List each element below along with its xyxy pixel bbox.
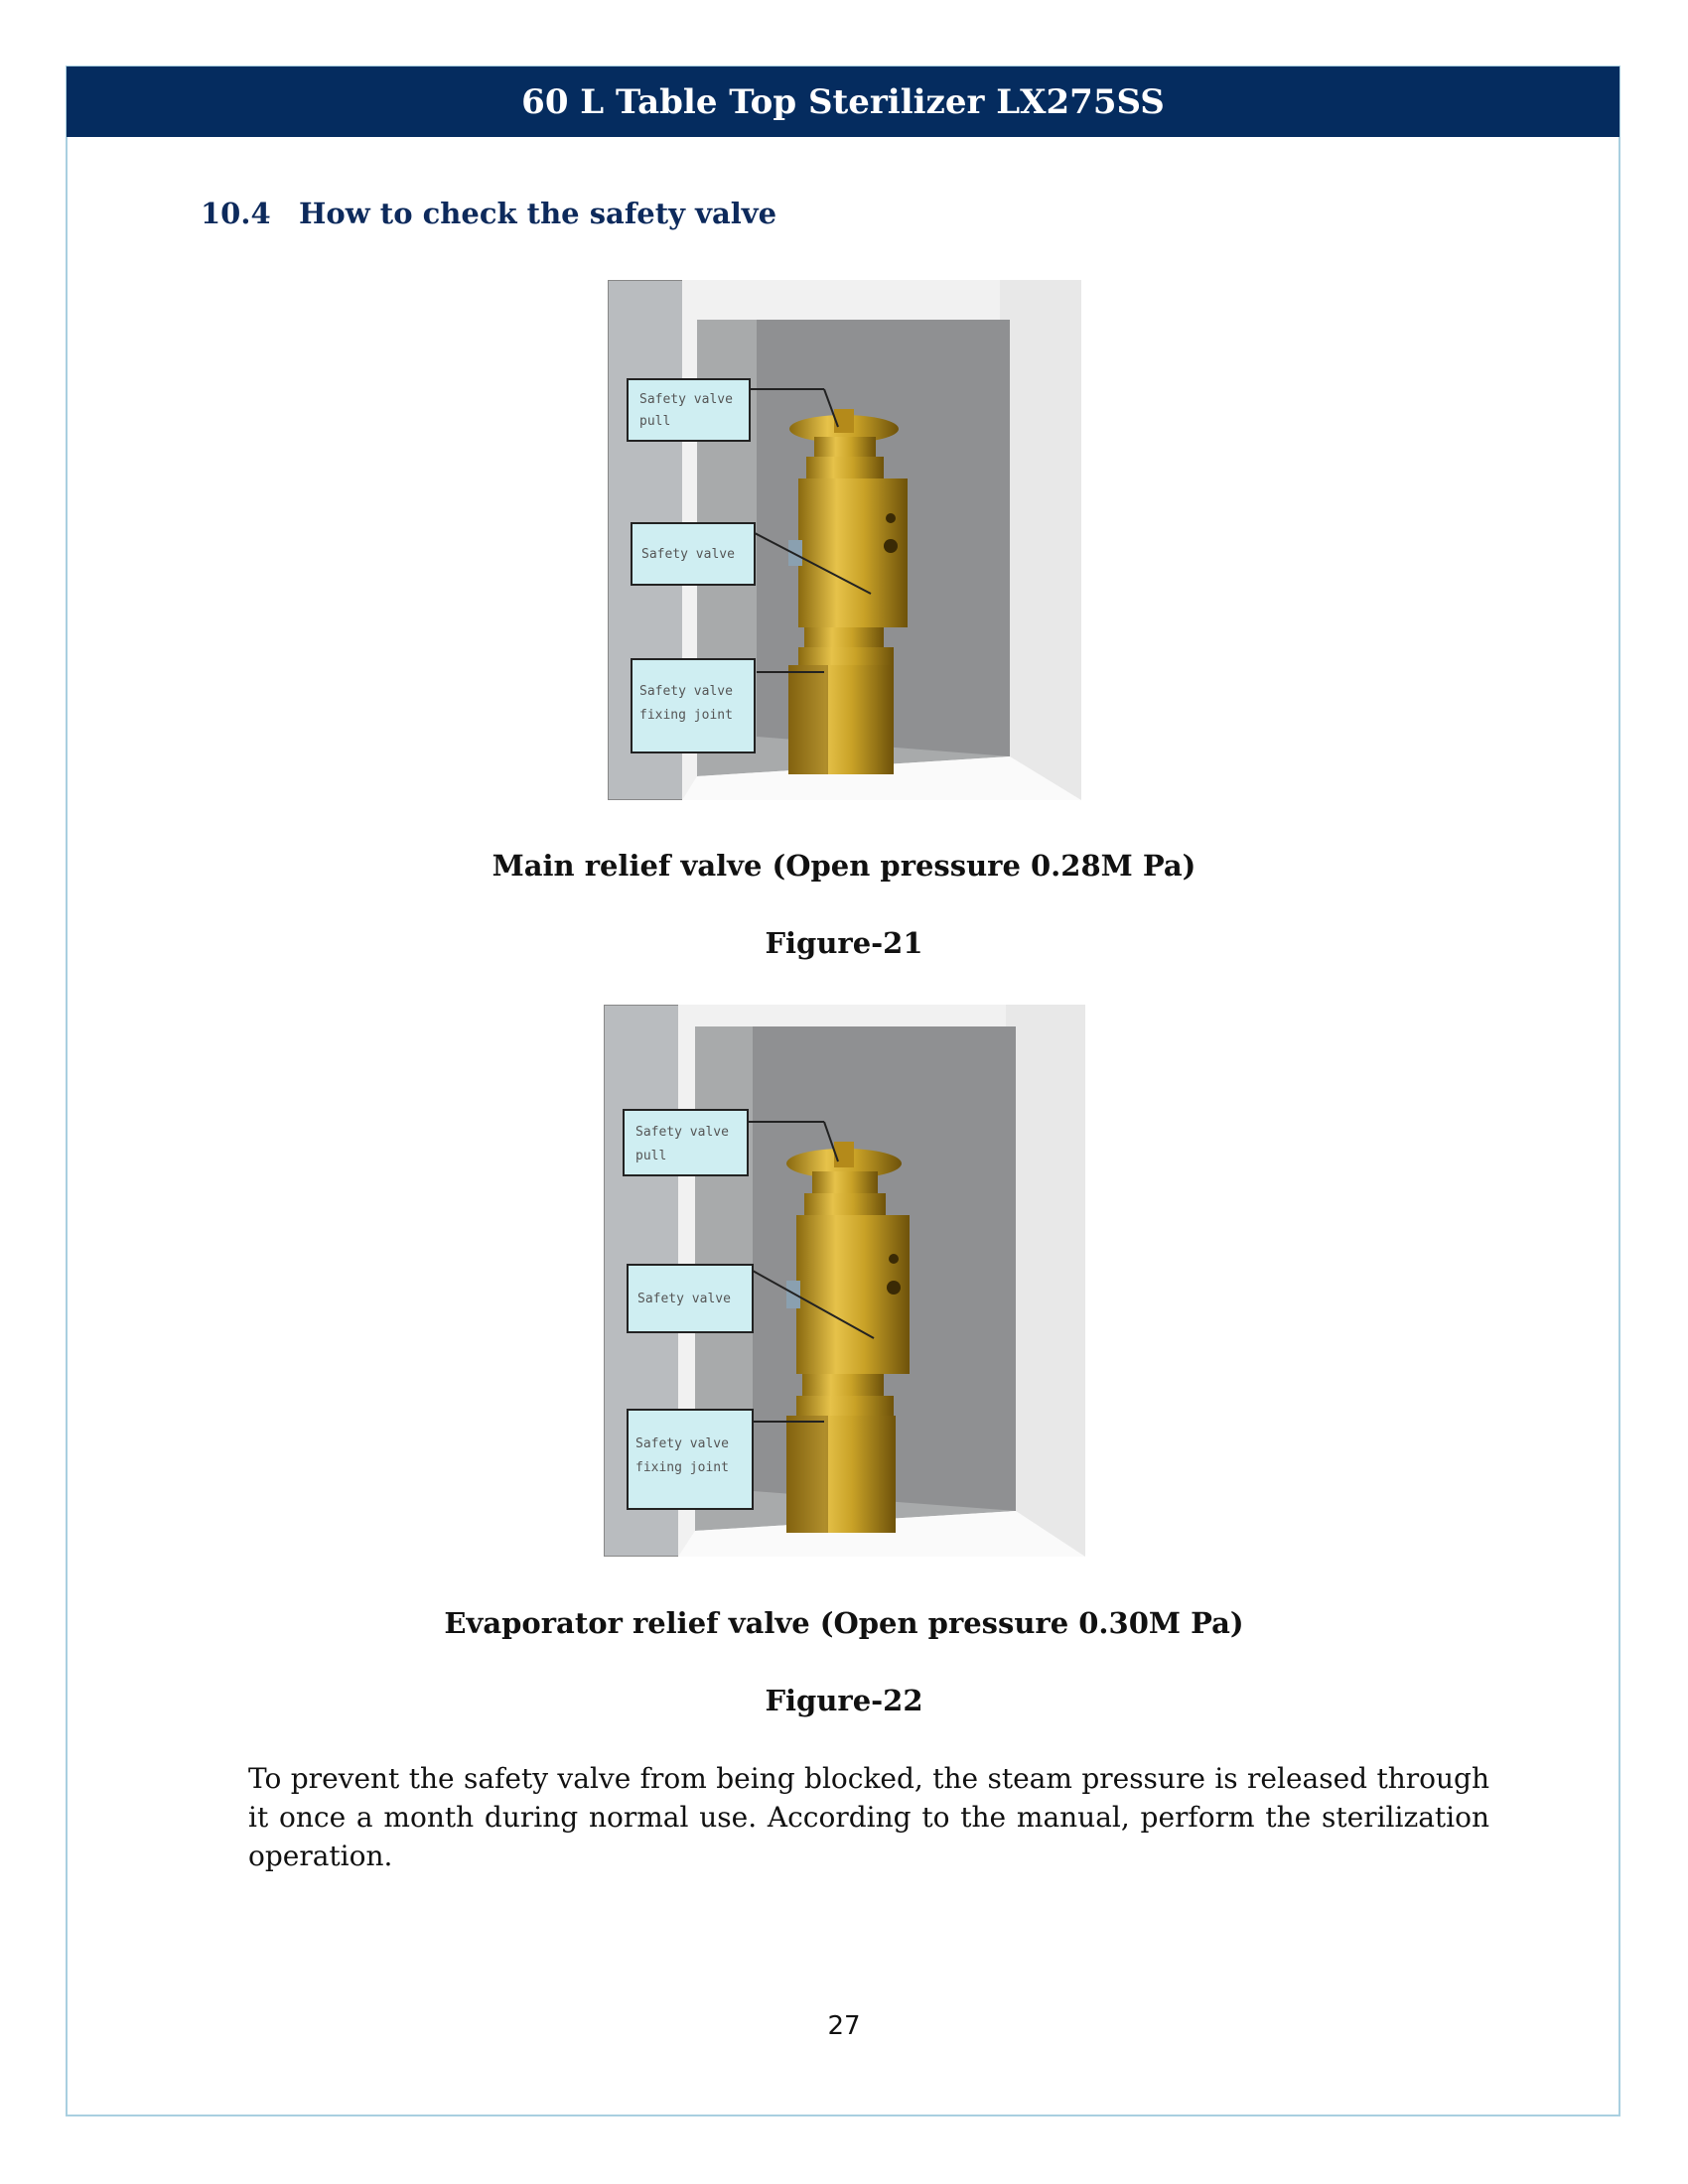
page-number: 27 (827, 2011, 861, 2041)
svg-text:fixing joint: fixing joint (639, 708, 733, 723)
callout-fixing-joint-1: Safety valve (639, 684, 733, 699)
document-header (67, 67, 1619, 137)
figure-21-caption: Main relief valve (Open pressure 0.28M Pa) (492, 849, 1196, 883)
callout-safety-valve-pull-2: Safety valve (635, 1125, 729, 1140)
svg-text:fixing joint: fixing joint (635, 1460, 729, 1475)
figure-22-photo (604, 1005, 1085, 1557)
svg-text:pull: pull (635, 1149, 667, 1163)
svg-text:pull: pull (639, 414, 671, 429)
body-paragraph: To prevent the safety valve from being blocked, the steam pressure is released through it once a month during normal use. According to the manual, perform the sterilization operation. (248, 1762, 1489, 1872)
callout-safety-valve-2: Safety valve (637, 1292, 731, 1306)
callout-safety-valve-1: Safety valve (641, 547, 735, 562)
section-number: 10.4 (201, 197, 271, 230)
section-heading (201, 197, 776, 230)
document-title: 60 L Table Top Sterilizer LX275SS (521, 81, 1165, 122)
callout-fixing-joint-2: Safety valve (635, 1436, 729, 1451)
callout-safety-valve-pull-1: Safety valve (639, 392, 733, 407)
figure-21-photo (608, 280, 1081, 800)
figure-22-label: Figure-22 (765, 1684, 923, 1717)
section-title: How to check the safety valve (299, 197, 777, 230)
figure-21-label: Figure-21 (765, 926, 923, 960)
figure-22-caption: Evaporator relief valve (Open pressure 0.30M Pa) (444, 1606, 1244, 1640)
